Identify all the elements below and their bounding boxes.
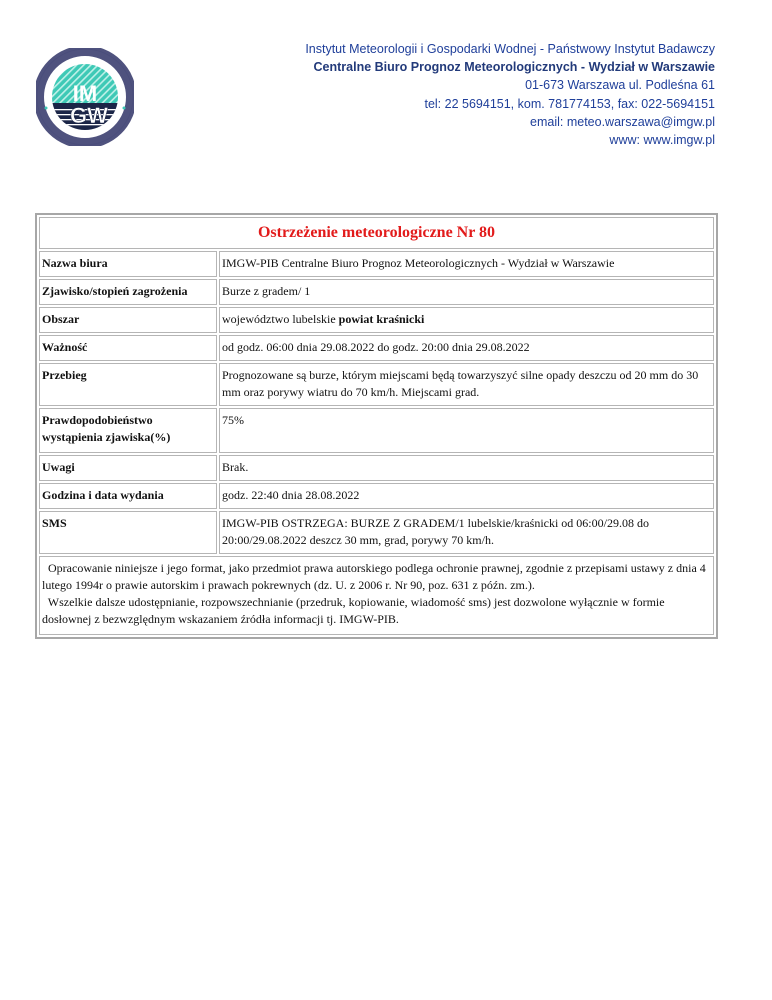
address: 01-673 Warszawa ul. Podleśna 61 — [525, 78, 715, 93]
office-name: Centralne Biuro Prognoz Meteorologicznych - Wydział w Warszawie — [313, 60, 715, 75]
row-label: Zjawisko/stopień zagrożenia — [39, 279, 217, 305]
table-row — [39, 335, 714, 361]
row-value: IMGW-PIB Centralne Biuro Prognoz Meteorologicznych - Wydział w Warszawie — [219, 251, 714, 277]
table-row — [39, 483, 714, 509]
row-label: Przebieg — [39, 363, 217, 406]
copyright-notice — [39, 556, 714, 635]
county-name: powiat kraśnicki — [338, 312, 425, 326]
svg-text:IM: IM — [72, 81, 98, 106]
row-label: Ważność — [39, 335, 217, 361]
row-value: Prognozowane są burze, którym miejscami będą towarzyszyć silne opady deszczu od 20 mm do 30 mm oraz porywy wiatru do 70 km/h. Miejscami grad. — [219, 363, 714, 406]
institute-header — [305, 40, 715, 149]
row-label: Uwagi — [39, 455, 217, 481]
svg-text:GW: GW — [70, 103, 108, 128]
row-value: Brak. — [219, 455, 714, 481]
row-value: godz. 22:40 dnia 28.08.2022 — [219, 483, 714, 509]
table-row — [39, 307, 714, 333]
email-link[interactable]: email: meteo.warszawa@imgw.pl — [530, 114, 715, 129]
row-label: SMS — [39, 511, 217, 554]
table-row — [39, 511, 714, 554]
row-value: 75% — [219, 408, 714, 453]
row-value: województwo lubelskie powiat kraśnicki — [219, 307, 714, 333]
phone: tel: 22 5694151, kom. 781774153, fax: 022-5694151 — [424, 96, 715, 111]
warning-title: Ostrzeżenie meteorologiczne Nr 80 — [39, 217, 714, 249]
imgw-logo — [36, 48, 134, 146]
row-label: Nazwa biura — [39, 251, 217, 277]
row-value: od godz. 06:00 dnia 29.08.2022 do godz. 20:00 dnia 29.08.2022 — [219, 335, 714, 361]
copyright-paragraph: Opracowanie niniejsze i jego format, jako przedmiot prawa autorskiego podlega ochronie prawnej, zgodnie z przepisami ustawy z dnia 4 lutego 1994r o prawie autorskim i prawach pokrewnych (dz. U. z 2006 r. Nr 90, poz. 631 z późn. zm.). — [42, 561, 706, 592]
website-link[interactable]: www: www.imgw.pl — [609, 133, 715, 148]
row-label: Prawdopodobieństwo wystąpienia zjawiska(%) — [39, 408, 217, 453]
row-label: Godzina i data wydania — [39, 483, 217, 509]
table-row — [39, 363, 714, 406]
imgw-logo-icon — [36, 48, 134, 146]
redistribution-paragraph: Wszelkie dalsze udostępnianie, rozpowszechnianie (przedruk, kopiowanie, wiadomość sms) jest dozwolone wyłącznie w formie dosłownej z bezwzględnym wskazaniem źródła informacji tj. IMGW-PIB. — [42, 595, 665, 626]
institute-name: Instytut Meteorologii i Gospodarki Wodnej - Państwowy Instytut Badawczy — [305, 42, 715, 56]
row-value: IMGW-PIB OSTRZEGA: BURZE Z GRADEM/1 lubelskie/kraśnicki od 06:00/29.08 do 20:00/29.08.2022 deszcz 30 mm, grad, porywy 70 km/h. — [219, 511, 714, 554]
table-row — [39, 455, 714, 481]
table-row — [39, 279, 714, 305]
table-row — [39, 251, 714, 277]
warning-table — [35, 213, 718, 639]
row-label: Obszar — [39, 307, 217, 333]
row-value: Burze z gradem/ 1 — [219, 279, 714, 305]
table-row — [39, 408, 714, 453]
